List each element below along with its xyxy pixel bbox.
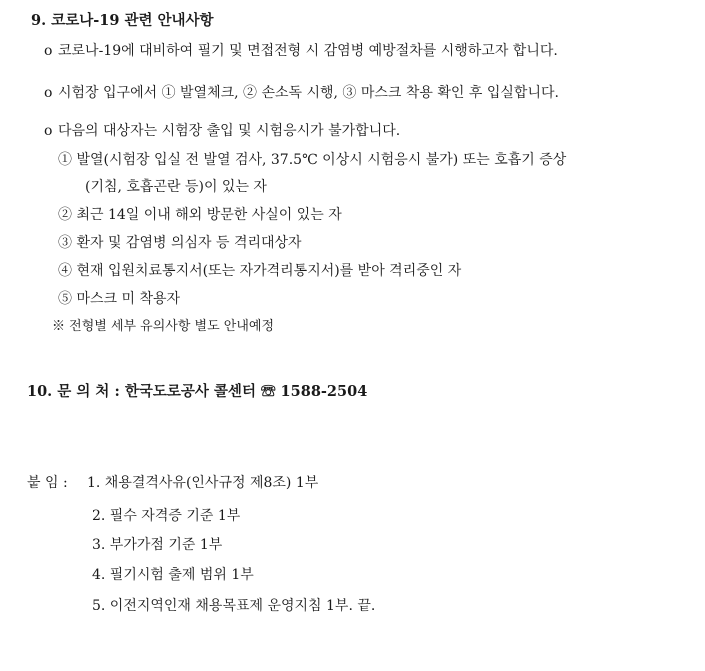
section-9-title: 9. 코로나-19 관련 안내사항 (31, 12, 214, 29)
restricted-item-2: ② 최근 14일 이내 해외 방문한 사실이 있는 자 (58, 207, 342, 223)
restricted-item-4: ④ 현재 입원치료통지서(또는 자가격리통지서)를 받아 격리중인 자 (58, 263, 462, 279)
attachment-item-4: 4. 필기시험 출제 범위 1부 (92, 567, 254, 583)
section-9-item-1 (44, 42, 558, 60)
attachment-item-5: 5. 이전지역인재 채용목표제 운영지침 1부. 끝. (92, 598, 376, 614)
section-9-item-2 (44, 84, 559, 102)
section-9-item-2-text: 시험장 입구에서 ① 발열체크, ② 손소독 시행, ③ 마스크 착용 확인 후 입실합니다. (58, 85, 559, 101)
section-9-item-3-text: 다음의 대상자는 시험장 출입 및 시험응시가 불가합니다. (58, 123, 401, 139)
bullet-marker: o (44, 85, 53, 101)
restricted-item-1: ① 발열(시험장 입실 전 발열 검사, 37.5℃ 이상시 시험응시 불가) 또는 호흡기 증상 (58, 152, 567, 168)
restricted-item-5: ⑤ 마스크 미 착용자 (58, 291, 181, 307)
attachment-item-2: 2. 필수 자격증 기준 1부 (92, 508, 241, 524)
bullet-marker: o (44, 123, 53, 139)
restricted-item-3: ③ 환자 및 감염병 의심자 등 격리대상자 (58, 235, 302, 251)
section-9-item-1-text: 코로나-19에 대비하여 필기 및 면접전형 시 감염병 예방절차를 시행하고자 합니다. (58, 43, 558, 59)
attachments-label: 붙 임 : (27, 475, 68, 491)
attachment-item-1: 1. 채용결격사유(인사규정 제8조) 1부 (87, 475, 319, 491)
restricted-item-1-continued: (기침, 호흡곤란 등)이 있는 자 (85, 179, 267, 195)
attachment-item-3: 3. 부가가점 기준 1부 (92, 537, 223, 553)
attachments-row-1 (27, 474, 318, 492)
bullet-marker: o (44, 43, 53, 59)
section-9-item-3 (44, 122, 400, 140)
section-10-contact: 10. 문 의 처 : 한국도로공사 콜센터 ☏ 1588-2504 (27, 383, 368, 400)
section-9-note: ※ 전형별 세부 유의사항 별도 안내예정 (52, 319, 275, 334)
